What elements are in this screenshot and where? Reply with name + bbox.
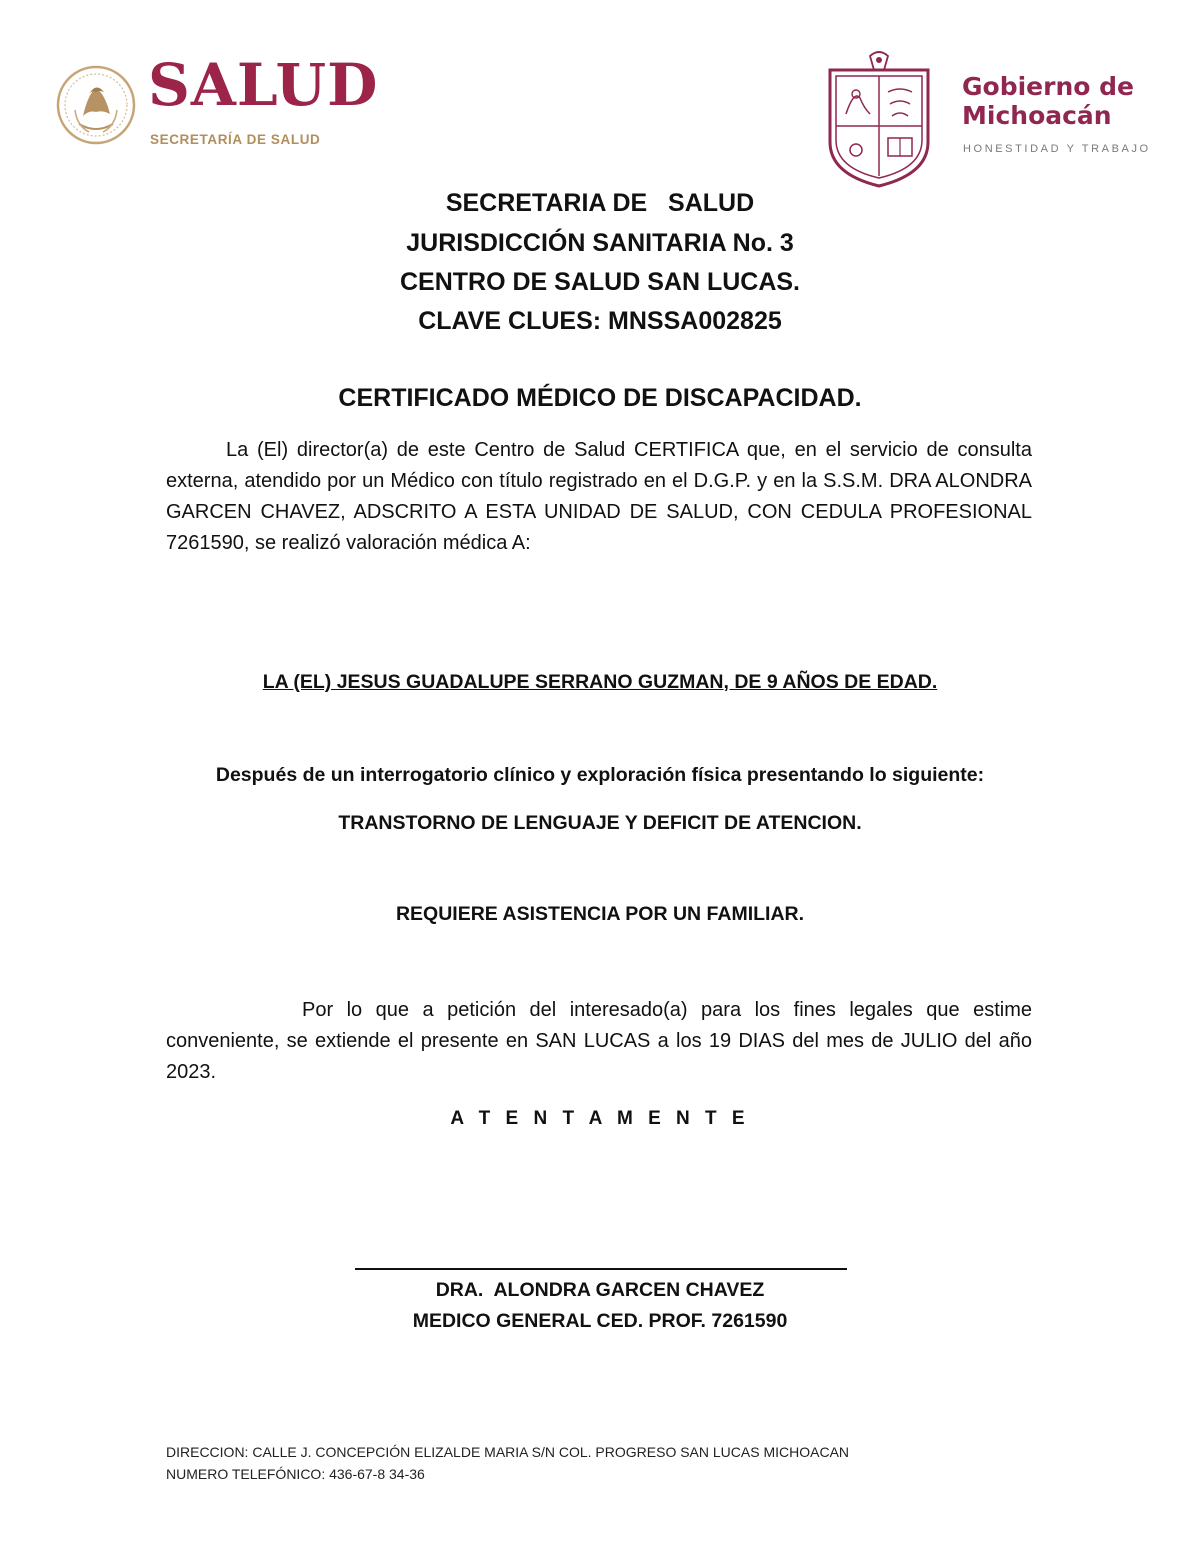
- requirement: REQUIERE ASISTENCIA POR UN FAMILIAR.: [395, 903, 805, 925]
- salud-logo-word: SALUD: [148, 51, 379, 119]
- national-seal-logo: [55, 54, 137, 156]
- signer-role: MEDICO GENERAL CED. PROF. 7261590: [412, 1310, 788, 1332]
- findings-intro: Después de un interrogatorio clínico y exploración física presentando lo siguiente:: [215, 764, 985, 786]
- intro-paragraph: [166, 435, 1032, 559]
- michoacan-logo-line2: Michoacán: [962, 101, 1112, 130]
- signature-line: [355, 1268, 847, 1270]
- patient-line: LA (EL) JESUS GUADALUPE SERRANO GUZMAN, DE 9 AÑOS DE EDAD.: [262, 671, 938, 693]
- salud-logo-subtitle: SECRETARÍA DE SALUD: [150, 132, 321, 147]
- heading-centro-salud: CENTRO DE SALUD SAN LUCAS.: [399, 268, 800, 296]
- michoacan-shield-logo: [826, 50, 932, 188]
- heading-jurisdiccion: JURISDICCIÓN SANITARIA No. 3: [406, 229, 794, 257]
- michoacan-logo-line1: Gobierno de: [962, 72, 1134, 101]
- diagnosis: TRANSTORNO DE LENGUAJE Y DEFICIT DE ATENCION.: [338, 812, 862, 834]
- certificate-title: CERTIFICADO MÉDICO DE DISCAPACIDAD.: [338, 384, 862, 412]
- michoacan-logo-tagline: HONESTIDAD Y TRABAJO: [963, 143, 1151, 155]
- footer-phone: NUMERO TELEFÓNICO: 436-67-8 34-36: [166, 1466, 425, 1482]
- footer-address: DIRECCION: CALLE J. CONCEPCIÓN ELIZALDE MARIA S/N COL. PROGRESO SAN LUCAS MICHOACAN: [166, 1444, 850, 1460]
- michoacan-logo-title: [962, 72, 1134, 130]
- salutation: A T E N T A M E N T E: [450, 1108, 750, 1129]
- intro-paragraph-text: La (El) director(a) de este Centro de Salud CERTIFICA que, en el servicio de consulta externa, atendido por un Médico con título registrado en el D.G.P. y en la S.S.M. DRA ALONDRA GARCEN CHAVEZ, ADSCRITO A ESTA UNIDAD DE SALUD, CON CEDULA PROFESIONAL 7261590, se realizó valoración médica A:: [166, 439, 1032, 554]
- closing-paragraph-text: Por lo que a petición del interesado(a) para los fines legales que estime conveniente, se extiende el presente en SAN LUCAS a los 19 DIAS del mes de JULIO del año 2023.: [166, 999, 1032, 1083]
- heading-clave-clues: CLAVE CLUES: MNSSA002825: [418, 307, 782, 335]
- heading-secretaria: SECRETARIA DE SALUD: [445, 189, 755, 217]
- closing-paragraph: [166, 995, 1032, 1088]
- signer-name: DRA. ALONDRA GARCEN CHAVEZ: [435, 1279, 765, 1301]
